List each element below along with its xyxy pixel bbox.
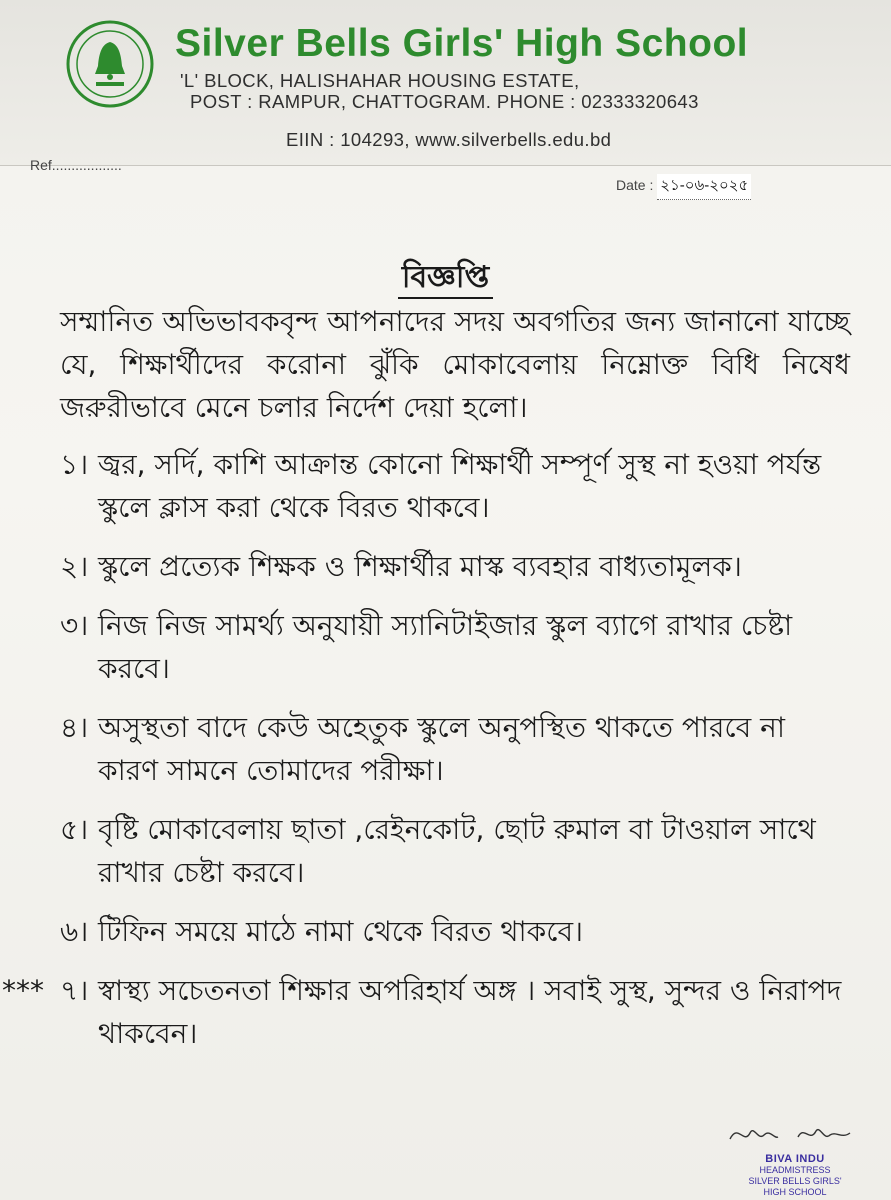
item-prefix-stars: ***	[2, 974, 44, 1007]
item-text: নিজ নিজ সামর্থ্য অনুযায়ী স্যানিটাইজার স্কুল ব্যাগে রাখার চেষ্টা করবে।	[98, 609, 793, 685]
notice-body	[2, 300, 850, 1071]
date-field: Date : ২১-০৬-২০২৫	[616, 174, 751, 200]
signatory-school-2: HIGH SCHOOL	[763, 1187, 827, 1197]
notice-title	[0, 253, 891, 304]
item-number: ৭।	[60, 974, 89, 1007]
item-number: ৪।	[60, 711, 89, 744]
item-text: স্কুলে প্রত্যেক শিক্ষক ও শিক্ষার্থীর মাস্ক ব্যবহার বাধ্যতামূলক।	[98, 550, 742, 583]
item-text: বৃষ্টি মোকাবেলায় ছাতা ,রেইনকোট, ছোট রুমাল বা টাওয়াল সাথে রাখার চেষ্টা করবে।	[98, 813, 816, 889]
notice-item	[60, 545, 850, 588]
headmistress-signature-stamp	[720, 1115, 870, 1198]
school-bell-seal-icon	[66, 20, 154, 108]
notice-intro: সম্মানিত অভিভাবকবৃন্দ আপনাদের সদয় অবগতির জন্য জানানো যাচ্ছে যে, শিক্ষার্থীদের করোনা ঝুঁকি মোকাবেলায় নিম্নোক্ত বিধি নিষেধ জরুরীভাবে মেনে চলার নির্দেশ দেয়া হলো।	[60, 305, 850, 424]
notice-item	[60, 706, 850, 792]
signatory-title: HEADMISTRESS	[759, 1165, 831, 1175]
notice-item	[60, 443, 850, 529]
item-number: ৩।	[60, 609, 89, 642]
address-line-1: 'L' BLOCK, HALISHAHAR HOUSING ESTATE,	[180, 70, 580, 91]
date-label: Date	[616, 177, 646, 193]
address-line-2: POST : RAMPUR, CHATTOGRAM. PHONE : 02333320643	[190, 91, 699, 112]
notice-item	[2, 969, 850, 1055]
school-name: Silver Bells Girls' High School	[175, 22, 749, 65]
item-text: টিফিন সময়ে মাঠে নামা থেকে বিরত থাকবে।	[98, 915, 584, 948]
item-text: জ্বর, সর্দি, কাশি আক্রান্ত কোনো শিক্ষার্থী সম্পূর্ণ সুস্থ না হওয়া পর্যন্ত স্কুলে ক্লাস করা থেকে বিরত থাকবে।	[98, 448, 822, 524]
item-text: স্বাস্থ্য সচেতনতা শিক্ষার অপরিহার্য অঙ্গ । সবাই সুস্থ, সুন্দর ও নিরাপদ থাকবেন।	[98, 974, 842, 1050]
letterhead	[0, 0, 891, 166]
item-number: ৫।	[60, 813, 89, 846]
address-line-3: EIIN : 104293, www.silverbells.edu.bd	[286, 129, 612, 150]
date-value: ২১-০৬-২০২৫	[657, 174, 751, 200]
signatory-school-1: SILVER BELLS GIRLS'	[748, 1176, 842, 1186]
notice-item	[60, 604, 850, 690]
notice-item	[60, 808, 850, 894]
signatory-name: BIVA INDU	[765, 1153, 825, 1165]
item-text: অসুস্থতা বাদে কেউ অহেতুক স্কুলে অনুপস্থিত থাকতে পারবে না কারণ সামনে তোমাদের পরীক্ষা।	[98, 711, 785, 787]
item-number: ৬।	[60, 915, 89, 948]
notice-title-text: বিজ্ঞপ্তি	[398, 260, 493, 299]
notice-item	[60, 910, 850, 953]
ref-field: Ref..................	[30, 157, 122, 173]
signature-scrawl-icon	[720, 1115, 870, 1149]
item-number: ১।	[60, 448, 89, 481]
item-number: ২।	[60, 550, 89, 583]
